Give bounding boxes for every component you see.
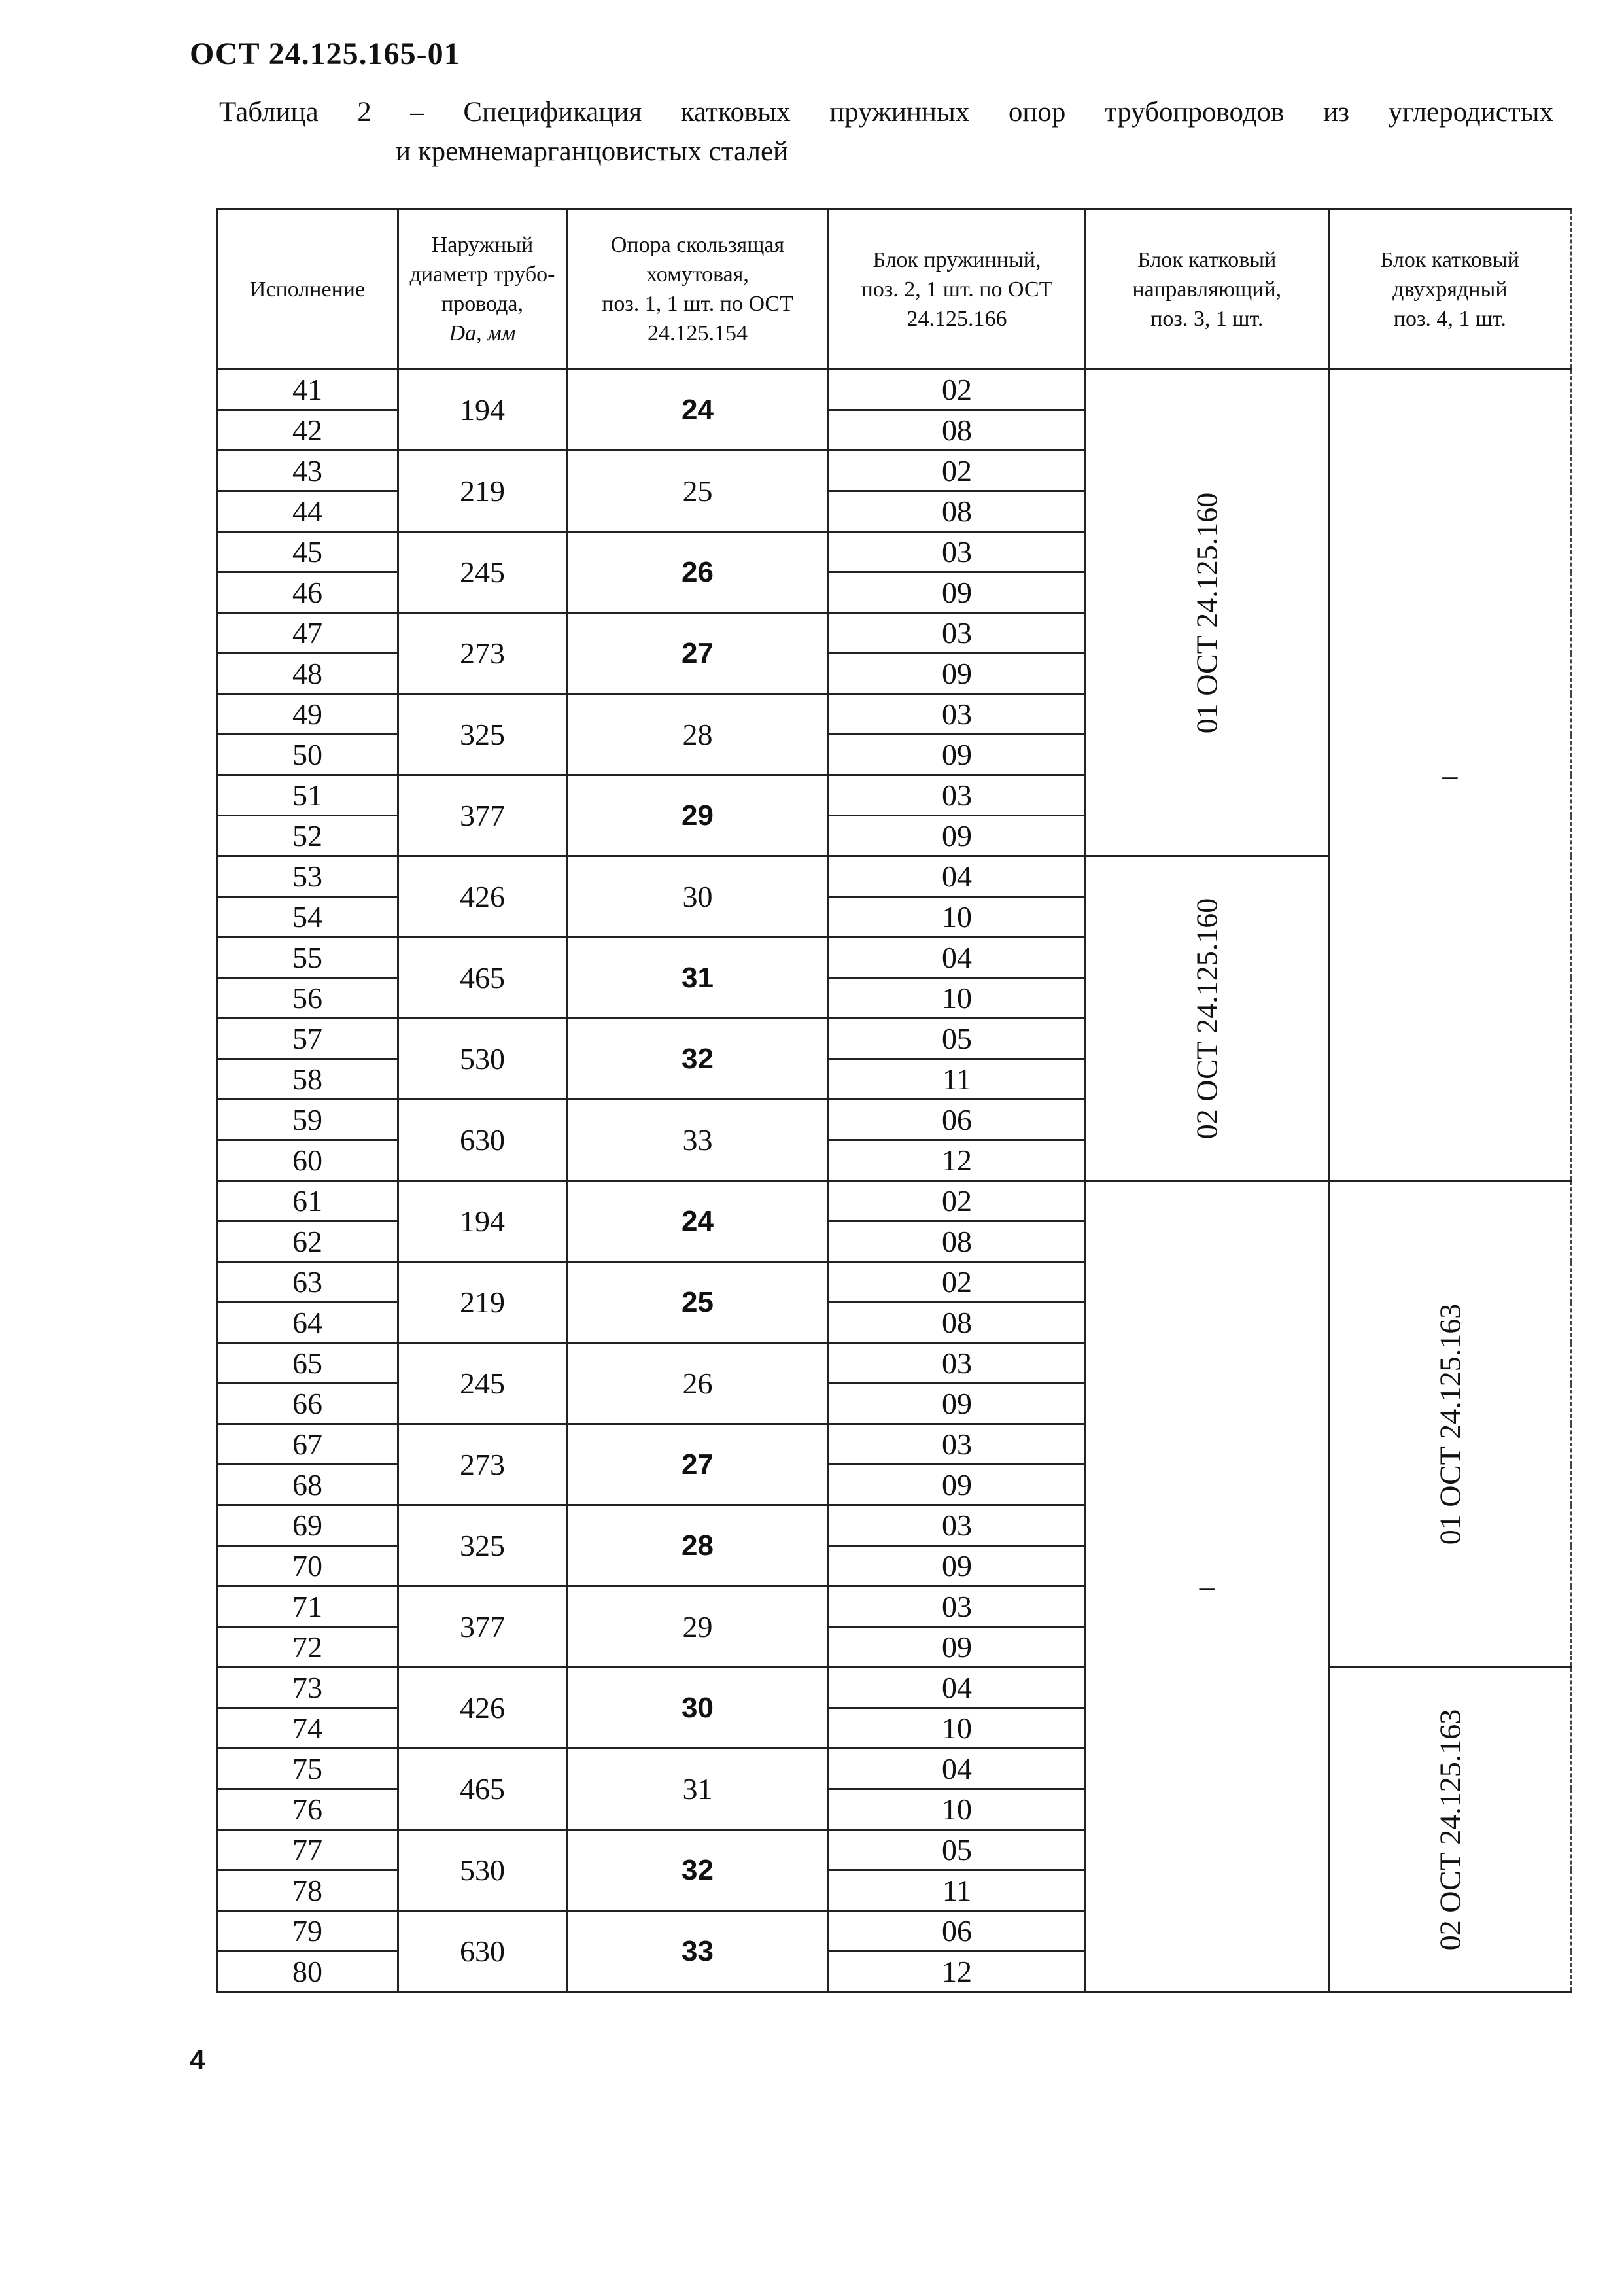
diameter-cell: 245 — [398, 532, 567, 613]
table-caption — [219, 93, 1553, 171]
specification-table-wrapper — [216, 208, 1572, 1993]
header-double-roller-block-ref: поз. 4, 1 шт. — [1393, 306, 1506, 331]
header-sliding-support-text: Опора скользящая хомутовая, — [610, 233, 785, 287]
spring-block-cell: 09 — [829, 654, 1086, 694]
variant-cell: 46 — [217, 572, 398, 613]
spring-block-cell: 10 — [829, 897, 1086, 937]
diameter-cell: 530 — [398, 1019, 567, 1100]
variant-cell: 75 — [217, 1749, 398, 1789]
header-outer-diameter-unit: Da, мм — [449, 321, 516, 345]
variant-cell: 65 — [217, 1343, 398, 1384]
sliding-support-cell: 24 — [567, 370, 829, 451]
spring-block-cell: 04 — [829, 1749, 1086, 1789]
variant-cell: 50 — [217, 735, 398, 775]
double-roller-block-value: 01 ОСТ 24.125.163 — [1432, 1303, 1466, 1545]
variant-cell: 67 — [217, 1424, 398, 1465]
spring-block-cell: 09 — [829, 1465, 1086, 1505]
guide-roller-block-cell — [1086, 370, 1329, 856]
diameter-cell: 377 — [398, 1586, 567, 1668]
diameter-cell: 194 — [398, 1181, 567, 1262]
sliding-support-cell: 33 — [567, 1100, 829, 1181]
header-sliding-support-ref: поз. 1, 1 шт. по ОСТ 24.125.154 — [602, 292, 793, 345]
guide-roller-block-cell — [1086, 856, 1329, 1181]
spring-block-cell: 02 — [829, 1262, 1086, 1303]
header-variant: Исполнение — [217, 209, 398, 370]
header-double-roller-block — [1328, 209, 1572, 370]
spring-block-cell: 09 — [829, 1384, 1086, 1424]
diameter-cell: 377 — [398, 775, 567, 856]
sliding-support-cell: 24 — [567, 1181, 829, 1262]
variant-cell: 72 — [217, 1627, 398, 1668]
variant-cell: 41 — [217, 370, 398, 410]
sliding-support-cell: 26 — [567, 1343, 829, 1424]
sliding-support-cell: 32 — [567, 1019, 829, 1100]
variant-cell: 53 — [217, 856, 398, 897]
variant-cell: 76 — [217, 1789, 398, 1830]
sliding-support-cell: 31 — [567, 937, 829, 1019]
header-sliding-support — [567, 209, 829, 370]
diameter-cell: 219 — [398, 451, 567, 532]
variant-cell: 71 — [217, 1586, 398, 1627]
variant-cell: 69 — [217, 1505, 398, 1546]
double-roller-block-cell — [1328, 370, 1572, 1181]
spring-block-cell: 03 — [829, 532, 1086, 572]
spring-block-cell: 04 — [829, 1668, 1086, 1708]
sliding-support-cell: 29 — [567, 775, 829, 856]
diameter-cell: 630 — [398, 1100, 567, 1181]
spring-block-cell: 06 — [829, 1100, 1086, 1140]
sliding-support-cell: 28 — [567, 1505, 829, 1586]
header-guide-roller-block-ref: поз. 3, 1 шт. — [1150, 306, 1264, 331]
diameter-cell: 426 — [398, 856, 567, 937]
variant-cell: 78 — [217, 1870, 398, 1911]
variant-cell: 48 — [217, 654, 398, 694]
spring-block-cell: 09 — [829, 816, 1086, 856]
variant-cell: 56 — [217, 978, 398, 1019]
sliding-support-cell: 33 — [567, 1911, 829, 1992]
sliding-support-cell: 25 — [567, 451, 829, 532]
spring-block-cell: 08 — [829, 1303, 1086, 1343]
header-guide-roller-block — [1086, 209, 1329, 370]
spring-block-cell: 08 — [829, 410, 1086, 451]
sliding-support-cell: 29 — [567, 1586, 829, 1668]
variant-cell: 43 — [217, 451, 398, 491]
variant-cell: 79 — [217, 1911, 398, 1952]
spring-block-cell: 08 — [829, 491, 1086, 532]
diameter-cell: 530 — [398, 1830, 567, 1911]
spring-block-cell: 09 — [829, 1627, 1086, 1668]
spring-block-cell: 05 — [829, 1019, 1086, 1059]
variant-cell: 55 — [217, 937, 398, 978]
variant-cell: 42 — [217, 410, 398, 451]
spring-block-cell: 08 — [829, 1221, 1086, 1262]
guide-roller-block-cell — [1086, 1181, 1329, 1992]
variant-cell: 66 — [217, 1384, 398, 1424]
table-row — [217, 1181, 1572, 1221]
spring-block-cell: 04 — [829, 937, 1086, 978]
header-spring-block-ref: поз. 2, 1 шт. по ОСТ 24.125.166 — [861, 277, 1053, 331]
variant-cell: 70 — [217, 1546, 398, 1586]
variant-cell: 61 — [217, 1181, 398, 1221]
variant-cell: 45 — [217, 532, 398, 572]
spring-block-cell: 12 — [829, 1140, 1086, 1181]
spring-block-cell: 10 — [829, 1789, 1086, 1830]
variant-cell: 77 — [217, 1830, 398, 1870]
spring-block-cell: 03 — [829, 1343, 1086, 1384]
guide-roller-block-value: – — [1199, 1569, 1215, 1603]
header-outer-diameter — [398, 209, 567, 370]
sliding-support-cell: 30 — [567, 1668, 829, 1749]
variant-cell: 52 — [217, 816, 398, 856]
spring-block-cell: 03 — [829, 613, 1086, 654]
spring-block-cell: 09 — [829, 1546, 1086, 1586]
page-number: 4 — [190, 2044, 205, 2075]
double-roller-block-value: 02 ОСТ 24.125.163 — [1432, 1709, 1466, 1950]
guide-roller-block-value: 02 ОСТ 24.125.160 — [1190, 898, 1224, 1139]
specification-table-body — [217, 370, 1572, 1992]
diameter-cell: 194 — [398, 370, 567, 451]
diameter-cell: 325 — [398, 694, 567, 775]
spring-block-cell: 02 — [829, 451, 1086, 491]
spring-block-cell: 05 — [829, 1830, 1086, 1870]
variant-cell: 51 — [217, 775, 398, 816]
header-double-roller-block-text: Блок катковый двухрядный — [1380, 247, 1519, 302]
spring-block-cell: 11 — [829, 1870, 1086, 1911]
variant-cell: 62 — [217, 1221, 398, 1262]
spring-block-cell: 03 — [829, 1586, 1086, 1627]
spring-block-cell: 03 — [829, 1505, 1086, 1546]
diameter-cell: 273 — [398, 613, 567, 694]
spring-block-cell: 02 — [829, 1181, 1086, 1221]
sliding-support-cell: 27 — [567, 1424, 829, 1505]
sliding-support-cell: 32 — [567, 1830, 829, 1911]
guide-roller-block-value: 01 ОСТ 24.125.160 — [1190, 492, 1224, 733]
diameter-cell: 245 — [398, 1343, 567, 1424]
variant-cell: 64 — [217, 1303, 398, 1343]
spring-block-cell: 04 — [829, 856, 1086, 897]
table-row — [217, 370, 1572, 410]
spring-block-cell: 10 — [829, 978, 1086, 1019]
variant-cell: 47 — [217, 613, 398, 654]
double-roller-block-value: – — [1442, 758, 1458, 792]
diameter-cell: 325 — [398, 1505, 567, 1586]
diameter-cell: 465 — [398, 937, 567, 1019]
diameter-cell: 465 — [398, 1749, 567, 1830]
caption-line-2: и кремнемарганцовистых сталей — [396, 136, 789, 167]
sliding-support-cell: 26 — [567, 532, 829, 613]
header-spring-block-text: Блок пружинный, — [872, 247, 1041, 272]
diameter-cell: 273 — [398, 1424, 567, 1505]
variant-cell: 57 — [217, 1019, 398, 1059]
spring-block-cell: 03 — [829, 775, 1086, 816]
diameter-cell: 219 — [398, 1262, 567, 1343]
header-guide-roller-block-text: Блок катковый направляющий, — [1132, 247, 1282, 302]
variant-cell: 73 — [217, 1668, 398, 1708]
variant-cell: 49 — [217, 694, 398, 735]
header-spring-block — [829, 209, 1086, 370]
specification-table — [216, 208, 1572, 1993]
caption-line-1: Таблица 2 – Спецификация катковых пружинных опор трубопроводов из углеродистых — [219, 97, 1553, 128]
header-outer-diameter-text: Наружный диаметр трубо-провода, — [409, 233, 555, 316]
spring-block-cell: 06 — [829, 1911, 1086, 1952]
sliding-support-cell: 31 — [567, 1749, 829, 1830]
diameter-cell: 630 — [398, 1911, 567, 1992]
spring-block-cell: 12 — [829, 1952, 1086, 1992]
variant-cell: 59 — [217, 1100, 398, 1140]
table-row — [217, 1668, 1572, 1708]
sliding-support-cell: 25 — [567, 1262, 829, 1343]
variant-cell: 54 — [217, 897, 398, 937]
spring-block-cell: 09 — [829, 735, 1086, 775]
spring-block-cell: 11 — [829, 1059, 1086, 1100]
variant-cell: 68 — [217, 1465, 398, 1505]
variant-cell: 60 — [217, 1140, 398, 1181]
spring-block-cell: 10 — [829, 1708, 1086, 1749]
diameter-cell: 426 — [398, 1668, 567, 1749]
double-roller-block-cell — [1328, 1668, 1572, 1992]
spring-block-cell: 03 — [829, 694, 1086, 735]
sliding-support-cell: 27 — [567, 613, 829, 694]
variant-cell: 58 — [217, 1059, 398, 1100]
variant-cell: 74 — [217, 1708, 398, 1749]
spring-block-cell: 09 — [829, 572, 1086, 613]
double-roller-block-cell — [1328, 1181, 1572, 1668]
variant-cell: 63 — [217, 1262, 398, 1303]
sliding-support-cell: 30 — [567, 856, 829, 937]
document-code: ОСТ 24.125.165-01 — [190, 37, 460, 71]
variant-cell: 44 — [217, 491, 398, 532]
variant-cell: 80 — [217, 1952, 398, 1992]
sliding-support-cell: 28 — [567, 694, 829, 775]
spring-block-cell: 02 — [829, 370, 1086, 410]
spring-block-cell: 03 — [829, 1424, 1086, 1465]
